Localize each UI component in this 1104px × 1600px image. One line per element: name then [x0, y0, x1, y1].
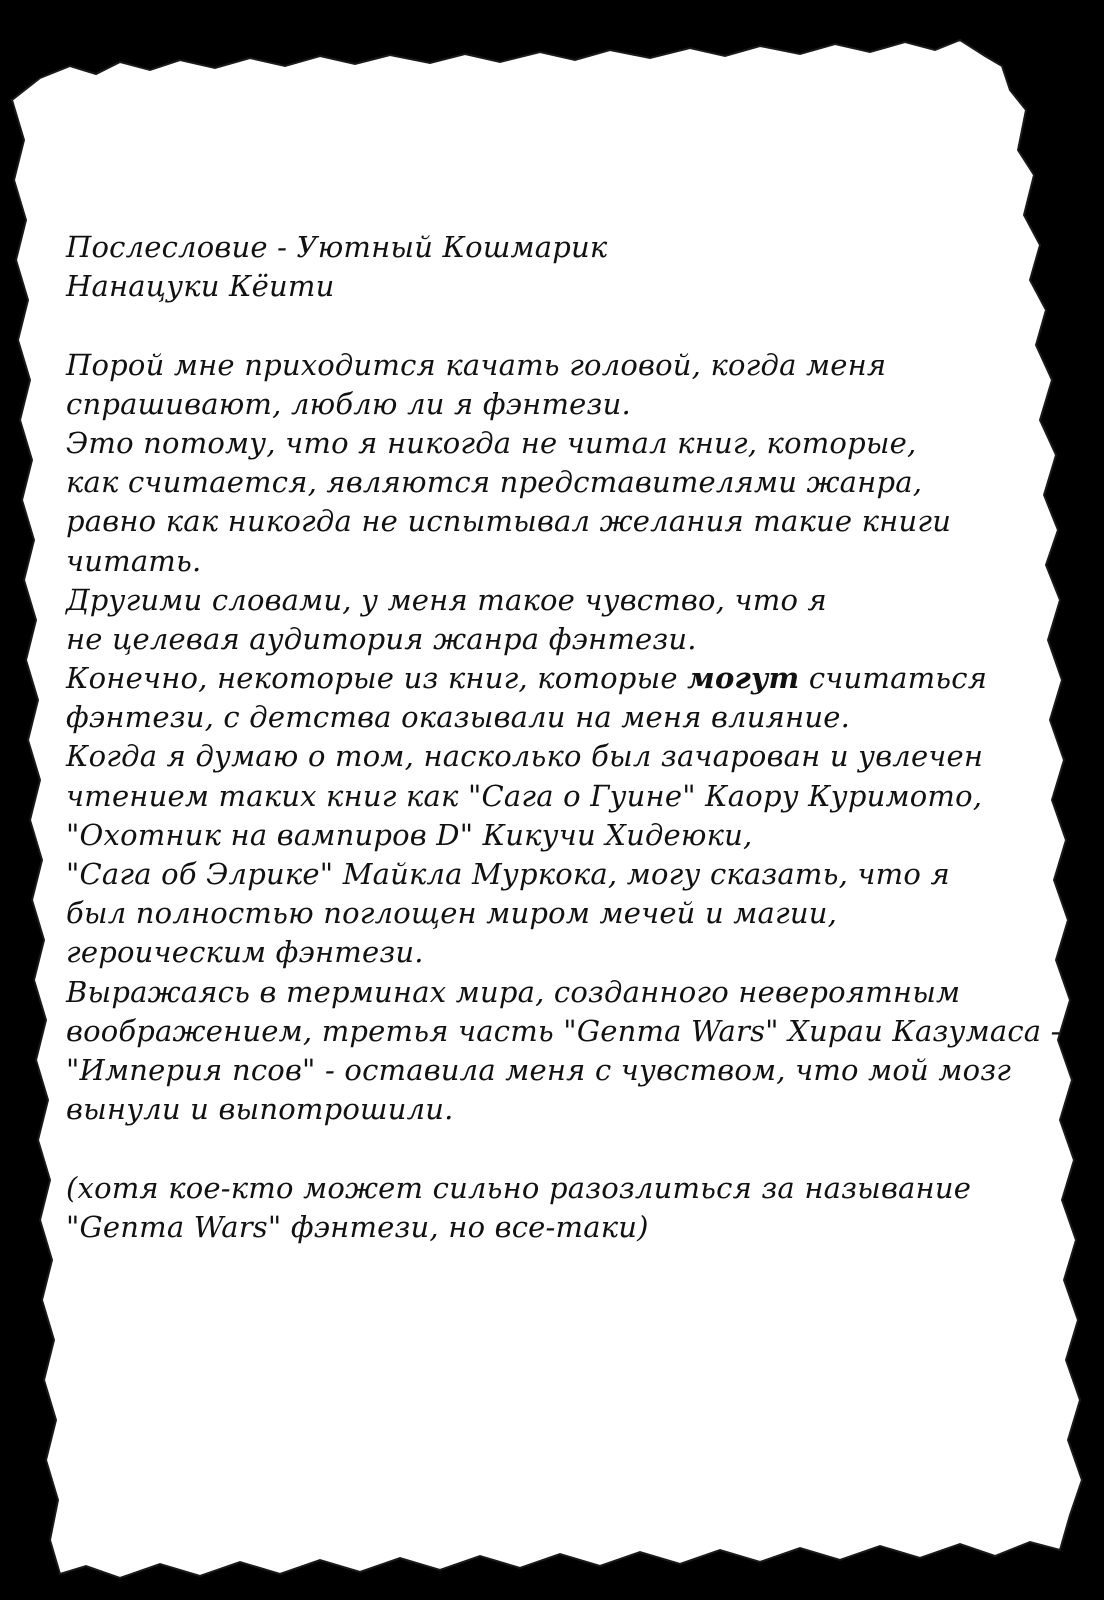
body-line: воображением, третья часть "Genma Wars" Хираи Казумаса -	[66, 1013, 1061, 1048]
body-line: Когда я думаю о том, насколько был зачарован и увлечен	[66, 739, 984, 774]
body-line: Это потому, что я никогда не читал книг, которые,	[66, 425, 917, 460]
body-line: "Охотник на вампиров D" Кикучи Хидеюки,	[66, 817, 753, 852]
body-line: спрашивают, люблю ли я фэнтези.	[66, 386, 631, 421]
paragraph-gap	[66, 1129, 1046, 1168]
body-line: был полностью поглощен миром мечей и магии,	[66, 896, 838, 931]
letter-title: Послесловие - Уютный Кошмарик	[66, 230, 608, 264]
letter-author: Нанацуки Кёити	[66, 269, 335, 304]
body-line: Другими словами, у меня такое чувство, что я	[66, 582, 827, 617]
body-line: Выражаясь в терминах мира, созданного невероятным	[66, 974, 961, 1009]
body-line: героическим фэнтези.	[66, 935, 424, 970]
body-line: чтением таких книг как "Сага о Гуине" Каору Куримото,	[66, 778, 983, 813]
paragraph-gap	[66, 306, 1046, 345]
body-line: не целевая аудитория жанра фэнтези.	[66, 621, 697, 656]
body-line: вынули и выпотрошили.	[66, 1092, 454, 1127]
body-line: "Империя псов" - оставила меня с чувством, что мой мозг	[66, 1052, 1012, 1087]
body-line-with-emphasis	[66, 659, 1046, 698]
body-line: Порой мне приходится качать головой, когда меня	[66, 347, 887, 382]
emphasized-word: могут	[687, 661, 800, 696]
afterword-text	[66, 228, 1061, 1247]
body-line: фэнтези, с детства оказывали на меня влияние.	[66, 700, 851, 735]
body-line: как считается, являются представителями жанра,	[66, 465, 923, 500]
footnote-line: (хотя кое-кто может сильно разозлиться за называние	[66, 1170, 972, 1205]
body-line: "Сага об Элрике" Майкла Муркока, могу сказать, что я	[66, 857, 950, 891]
body-line-start: Конечно, некоторые из книг, которые	[66, 661, 688, 696]
body-line: равно как никогда не испытывал желания такие книги	[66, 504, 952, 539]
footnote-line: "Genma Wars" фэнтези, но все-таки)	[66, 1209, 649, 1244]
body-line: читать.	[66, 543, 202, 578]
body-line-end: считаться	[799, 661, 988, 696]
